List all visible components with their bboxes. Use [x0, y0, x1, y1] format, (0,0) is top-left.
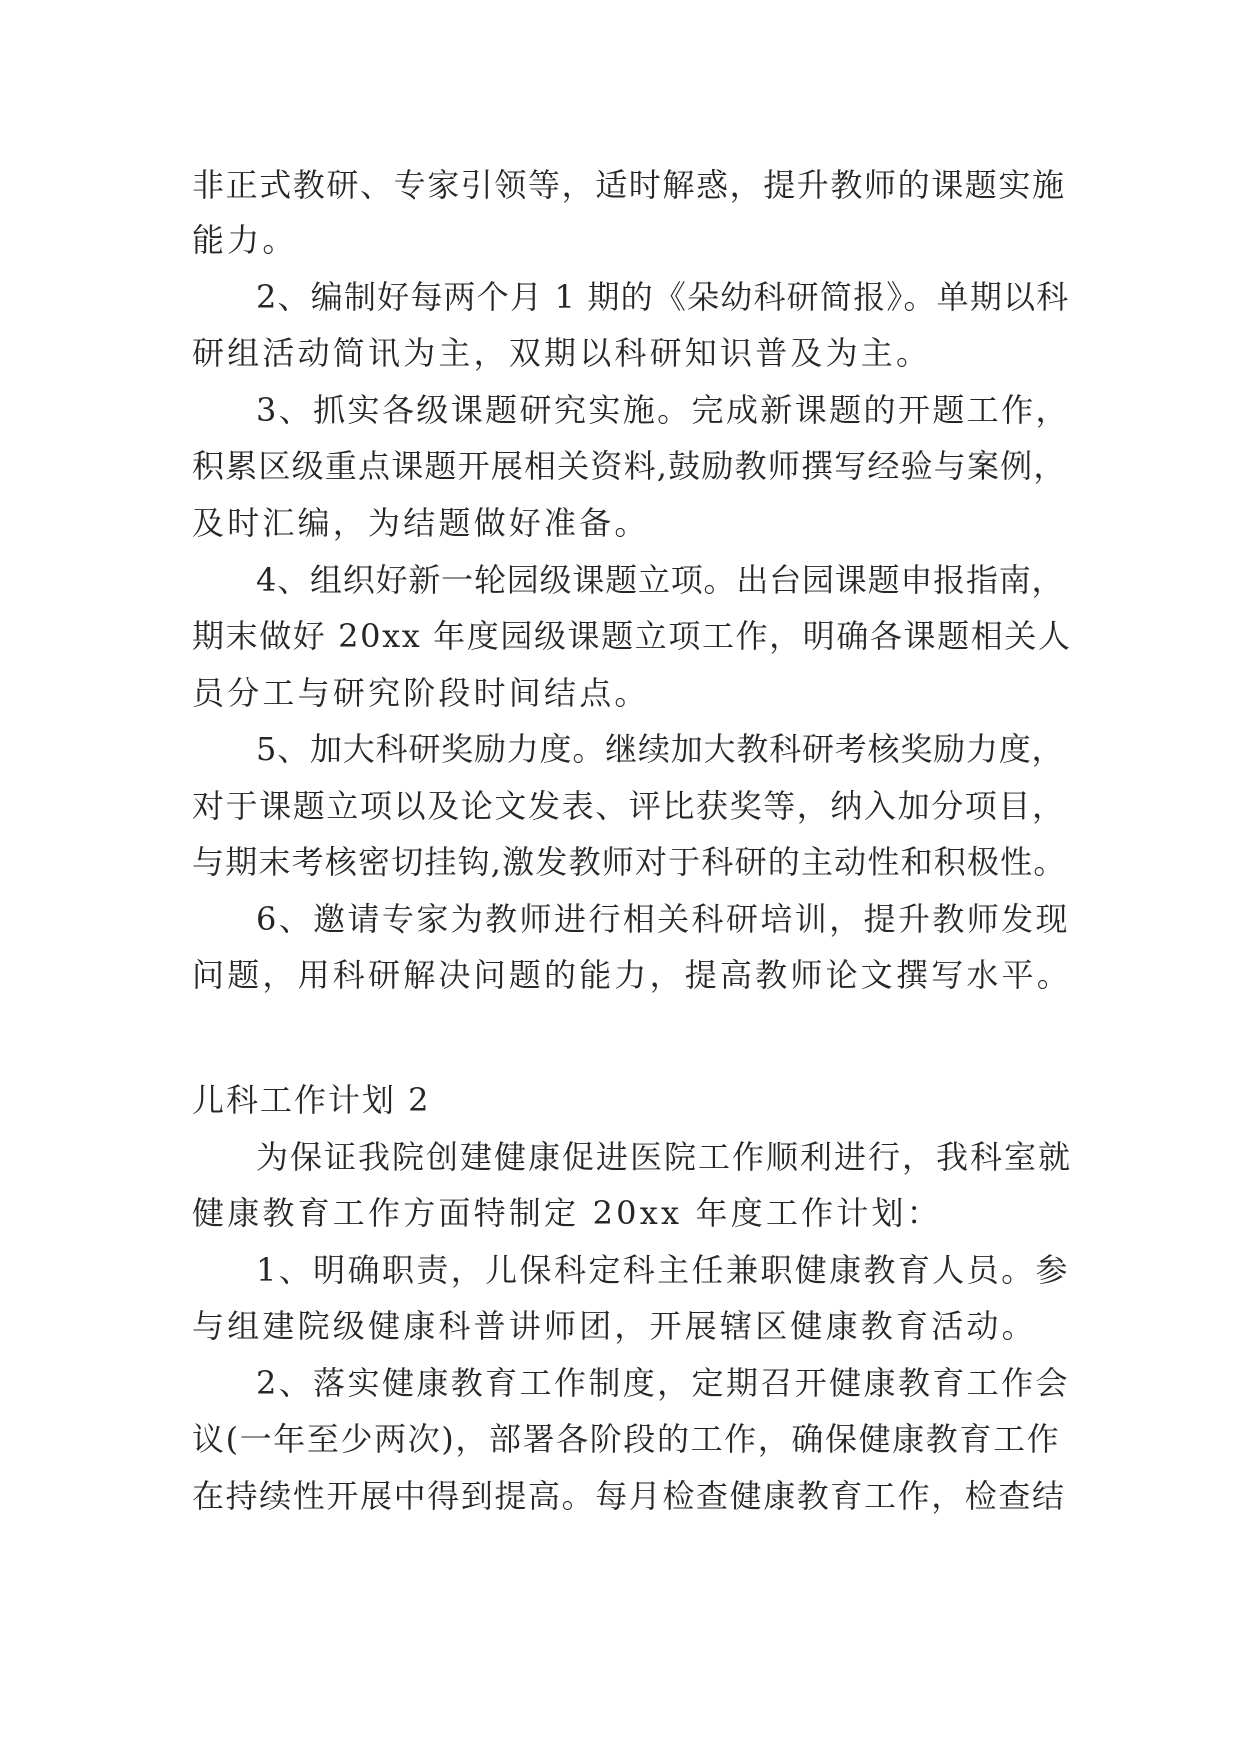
- text-line: 研组活动简讯为主，双期以科研知识普及为主。: [192, 334, 932, 372]
- text-line: 4、组织好新一轮园级课题立项。出台园课题申报指南，: [256, 561, 1065, 599]
- text-line: 2、编制好每两个月 1 期的《朵幼科研简报》。单期以科: [256, 278, 1070, 316]
- text-line: 与期末考核密切挂钩,激发教师对于科研的主动性和积极性。: [192, 843, 1067, 881]
- text-line: 能力。: [192, 221, 298, 259]
- text-line: 1、明确职责，儿保科定科主任兼职健康教育人员。参: [256, 1251, 1070, 1289]
- section-heading: 儿科工作计划 2: [192, 1081, 431, 1119]
- text-line: 非正式教研、专家引领等，适时解惑，提升教师的课题实施: [192, 166, 1066, 204]
- text-line: 员分工与研究阶段时间结点。: [192, 674, 650, 712]
- text-line: 积累区级重点课题开展相关资料,鼓励教师撰写经验与案例，: [192, 447, 1067, 485]
- text-line: 期末做好 20xx 年度园级课题立项工作，明确各课题相关人: [192, 617, 1072, 655]
- text-line: 为保证我院创建健康促进医院工作顺利进行，我科室就: [256, 1138, 1073, 1176]
- text-line: 议(一年至少两次)，部署各阶段的工作，确保健康教育工作: [192, 1420, 1061, 1458]
- text-line: 3、抓实各级课题研究实施。完成新课题的开题工作，: [256, 391, 1070, 429]
- text-line: 6、邀请专家为教师进行相关科研培训，提升教师发现: [256, 900, 1070, 938]
- text-line: 及时汇编，为结题做好准备。: [192, 504, 650, 542]
- text-line: 问题，用科研解决问题的能力，提高教师论文撰写水平。: [192, 956, 1073, 994]
- text-line: 与组建院级健康科普讲师团，开展辖区健康教育活动。: [192, 1307, 1037, 1345]
- text-line: 2、落实健康教育工作制度，定期召开健康教育工作会: [256, 1364, 1070, 1402]
- text-line: 健康教育工作方面特制定 20xx 年度工作计划：: [192, 1194, 942, 1232]
- text-line: 5、加大科研奖励力度。继续加大教科研考核奖励力度，: [256, 730, 1065, 768]
- text-line: 在持续性开展中得到提高。每月检查健康教育工作，检查结: [192, 1477, 1066, 1515]
- text-line: 对于课题立项以及论文发表、评比获奖等，纳入加分项目，: [192, 787, 1066, 825]
